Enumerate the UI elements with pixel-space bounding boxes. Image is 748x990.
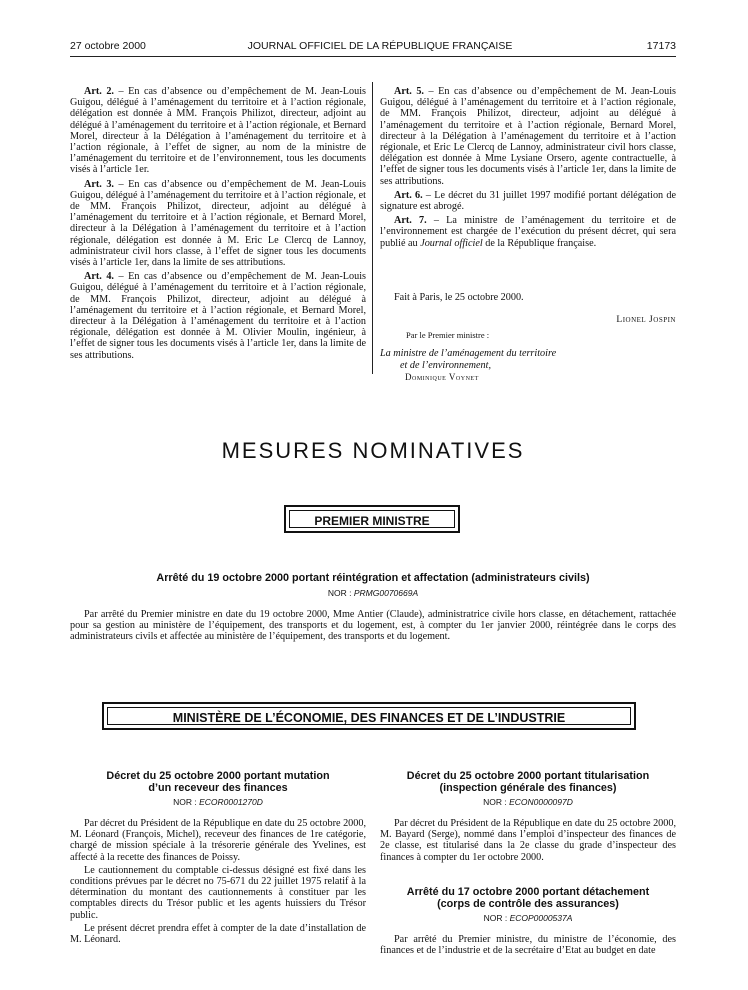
column-divider: [372, 82, 373, 374]
fait-line: Fait à Paris, le 25 octobre 2000.: [394, 292, 524, 303]
decret-titularisation-title: Décret du 25 octobre 2000 portant titularisation (inspection générale des finances): [406, 770, 650, 794]
box-inner-border: [289, 510, 455, 528]
ministre-line-1: La ministre de l’aménagement du territoire: [380, 348, 557, 359]
par-premier-ministre: Par le Premier ministre :: [406, 330, 490, 340]
article-6: Art. 6. – Le décret du 31 juillet 1997 modifié portant délégation de signature est abrogé.: [380, 189, 676, 213]
right-column: [380, 86, 676, 252]
article-2: Art. 2. – En cas d’absence ou d’empêchement de M. Jean-Louis Guigou, délégué à l’aménagement du territoire et à l’action régionale, délégation est donnée à MM. François Philizot, directeur, adjoint au délégué à l’aménagement du territoire et à l’action régionale, et Bernard Morel, directeur à la Délégation à l’aménagement du territoire et à l’action régionale, à l’effet de signer, au nom de la ministre de l’aménagement du territoire et de l’environnement, tous les documents visés à l’article 1er.: [70, 86, 366, 176]
journal-title: JOURNAL OFFICIEL DE LA RÉPUBLIQUE FRANÇAISE: [247, 40, 513, 52]
premier-ministre-label: PREMIER MINISTRE: [314, 514, 430, 528]
ministre-name: Dominique Voynet: [405, 372, 479, 382]
premier-ministre-box: [284, 505, 460, 533]
box-inner-border: [107, 707, 631, 725]
decret-mutation-text: Par décret du Président de la République en date du 25 octobre 2000, M. Léonard (François, Michel), receveur des finances de 1re catégorie, chargé de mission spéciale à la trésorerie générale des Yvelines, est affecté à la recette des finances de Poissy. Le cautionnement du comptable ci-dessus désigné est fixé dans les conditions prévues par le décret no 75-671 du 22 juillet 1975 relatif à la détermination du montant des cautionnements à constituer par les comptables directs du Trésor public et les agents huissiers du Trésor public. Le présent décret prendra effet à compter de la date d’installation de M. Léonard.: [70, 818, 366, 946]
decret-mutation-nor: NOR : ECOR0001270D: [173, 797, 263, 807]
header-date: 27 octobre 2000: [70, 40, 146, 52]
decret-mutation-title: Décret du 25 octobre 2000 portant mutation d’un receveur des finances: [106, 770, 330, 794]
page-number: 17173: [646, 40, 676, 52]
arrete-detachement-text: Par arrêté du Premier ministre, du ministre de l’économie, des finances et de l’industrie et de la secrétaire d’Etat au budget en date: [380, 934, 676, 957]
premier-arrete-title: Arrêté du 19 octobre 2000 portant réintégration et affectation (administrateurs civils): [156, 572, 590, 584]
section-title: MESURES NOMINATIVES: [221, 438, 525, 463]
arrete-detachement-nor: NOR : ECOP0000537A: [483, 913, 573, 923]
article-4: Art. 4. – En cas d’absence ou d’empêchement de M. Jean-Louis Guigou, délégué à l’aménagement du territoire et à l’action régionale, de MM. François Philizot, directeur, adjoint au délégué à l’aménagement du territoire et à l’action régionale, et Bernard Morel, directeur à la Délégation à l’aménagement du territoire et à l’action régionale, délégation est donnée à M. Olivier Moulin, ingénieur, à l’effet de signer tous les documents visés à l’article 1er, dans la limite de ses attributions.: [70, 271, 366, 361]
decret-titularisation-text: Par décret du Président de la République en date du 25 octobre 2000, M. Bayard (Serge), nommé dans l’emploi d’inspecteur des finances de 2e classe, est titularisé dans la 2e classe du grade d’inspecteur des finances à compter du 1er octobre 2000.: [380, 818, 676, 863]
economie-box: [102, 702, 636, 730]
economie-label: MINISTÈRE DE L’ÉCONOMIE, DES FINANCES ET DE L’INDUSTRIE: [172, 711, 566, 725]
left-column: [70, 86, 366, 364]
header-rule: [70, 56, 676, 57]
article-5: Art. 5. – En cas d’absence ou d’empêchement de M. Jean-Louis Guigou, délégué à l’aménagement du territoire et à l’action régionale, de MM. François Philizot, directeur, adjoint au délégué à l’aménagement du territoire et à l’action régionale, Bernard Morel, directeur à la Délégation à l’aménagement du territoire et à l’action régionale, et Eric Le Clercq de Lannoy, administrateur civil hors classe, délégation est donnée à Mme Lysiane Orsero, agente contractuelle, à l’effet de signer tous les documents visés à l’article 1er, dans la limite de ses attributions.: [380, 86, 676, 187]
premier-nor: NOR : PRMG0070669A: [327, 588, 419, 598]
signer-name: Lionel Jospin: [616, 315, 676, 325]
decret-titularisation-nor: NOR : ECON0000097D: [483, 797, 573, 807]
premier-text: Par arrêté du Premier ministre en date du 19 octobre 2000, Mme Antier (Claude), administratrice civile hors classe, en détachement, rattachée pour sa gestion au ministère de l’équipement, des transports et du logement, est, à compter du 1er janvier 2000, réintégrée dans le corps des administrateurs civils et affectée au ministère de l’équipement, des transports et du logement.: [70, 609, 676, 643]
ministre-line-2: et de l’environnement,: [400, 360, 491, 371]
arrete-detachement-title: Arrêté du 17 octobre 2000 portant détachement (corps de contrôle des assurances): [406, 886, 650, 910]
article-7: Art. 7. – La ministre de l’aménagement du territoire et de l’environnement est chargée de l’exécution du présent décret, qui sera publié au Journal officiel de la République française.: [380, 215, 676, 249]
article-3: Art. 3. – En cas d’absence ou d’empêchement de M. Jean-Louis Guigou, délégué à l’aménagement du territoire et à l’action régionale, et de MM. François Philizot, directeur, adjoint au délégué à l’aménagement du territoire et à l’action régionale, et Bernard Morel, directeur à la Délégation à l’aménagement du territoire et à l’action régionale, délégation est donnée à M. Eric Le Clercq de Lannoy, administrateur civil hors classe, à l’effet de signer tous les documents visés à l’article 1er, dans la limite de ses attributions.: [70, 178, 366, 269]
